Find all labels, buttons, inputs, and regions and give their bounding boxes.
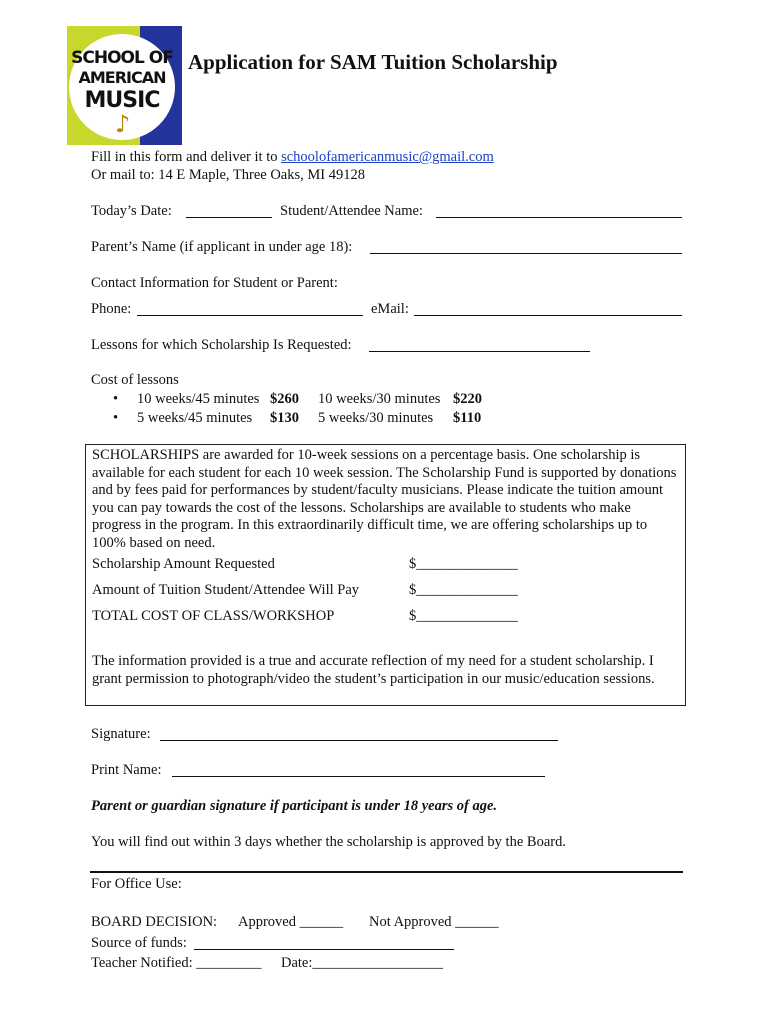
teacher-notified-field[interactable]: Teacher Notified: _________ <box>91 955 262 971</box>
print-name-field[interactable] <box>172 762 545 777</box>
office-use-heading: For Office Use: <box>91 876 182 892</box>
total-cost-field[interactable]: $______________ <box>409 608 518 624</box>
declaration-line-2: grant permission to photograph/video the student’s participation in our music/education sessions. <box>92 671 655 687</box>
scholarship-paragraph: SCHOLARSHIPS are awarded for 10-week sessions on a percentage basis. One scholarship is available for each student for each 10 week session. The Scholarship Fund is supported by donations and by fees paid for performances by student/faculty musicians. Please indicate the tuition amount you can pay towards the cost of the lessons. Scholarships are available to students who make progress in the program. In this extraordinarily difficult time, we are offering scholarships up to 100% based on need. <box>92 447 677 551</box>
school-logo <box>67 26 182 145</box>
student-name-label: Student/Attendee Name: <box>280 203 423 219</box>
tuition-pay-field[interactable]: $______________ <box>409 582 518 598</box>
cost-item-2-right-price: $110 <box>453 410 482 426</box>
lessons-label: Lessons for which Scholarship Is Requested: <box>91 337 352 353</box>
signature-field[interactable] <box>160 726 558 741</box>
cost-item-1-right-price: $220 <box>453 391 482 407</box>
logo-line-1: SCHOOL OF <box>71 48 173 68</box>
mail-address: Or mail to: 14 E Maple, Three Oaks, MI 49128 <box>91 167 365 183</box>
cost-item-2-left-price: $130 <box>270 410 299 426</box>
scholarship-amount-field[interactable]: $______________ <box>409 556 518 572</box>
approval-note: You will find out within 3 days whether the scholarship is approved by the Board. <box>91 834 566 850</box>
parent-name-label: Parent’s Name (if applicant in under age 18): <box>91 239 353 255</box>
lessons-field[interactable] <box>369 337 590 352</box>
not-approved-field[interactable]: Not Approved ______ <box>369 914 499 930</box>
approved-field[interactable]: Approved ______ <box>238 914 344 930</box>
scholarship-info-box <box>85 444 686 706</box>
parent-name-field[interactable] <box>370 239 682 254</box>
cost-item-2-left-label: 5 weeks/45 minutes <box>137 410 253 426</box>
source-of-funds-field[interactable] <box>194 935 454 950</box>
cost-item-2-right-label: 5 weeks/30 minutes <box>318 410 434 426</box>
office-divider <box>90 871 683 873</box>
guardian-note: Parent or guardian signature if participant is under 18 years of age. <box>91 798 498 814</box>
scholarship-amount-label: Scholarship Amount Requested <box>92 556 275 572</box>
student-name-field[interactable] <box>436 203 682 218</box>
email-field[interactable] <box>414 301 682 316</box>
logo-line-3: MUSIC <box>84 88 160 113</box>
signature-label: Signature: <box>91 726 151 742</box>
logo-line-2: AMERICAN <box>78 68 166 87</box>
contact-info-label: Contact Information for Student or Parent: <box>91 275 338 291</box>
phone-label: Phone: <box>91 301 132 317</box>
todays-date-field[interactable] <box>186 203 272 218</box>
cost-heading: Cost of lessons <box>91 372 179 388</box>
print-name-label: Print Name: <box>91 762 162 778</box>
todays-date-label: Today’s Date: <box>91 203 172 219</box>
cost-item-1-right-label: 10 weeks/30 minutes <box>318 391 441 407</box>
source-of-funds-label: Source of funds: <box>91 935 187 951</box>
total-cost-label: TOTAL COST OF CLASS/WORKSHOP <box>92 608 335 624</box>
cost-bullet-1: • <box>113 391 119 407</box>
cost-bullet-2: • <box>113 410 119 426</box>
page-title: Application for SAM Tuition Scholarship <box>188 50 558 74</box>
tuition-pay-label: Amount of Tuition Student/Attendee Will Pay <box>92 582 360 598</box>
deliver-prefix: Fill in this form and deliver it to <box>91 149 282 165</box>
declaration-line-1: The information provided is a true and accurate reflection of my need for a student scholarship. I <box>92 653 654 669</box>
phone-field[interactable] <box>137 301 363 316</box>
cost-item-1-left-price: $260 <box>270 391 299 407</box>
music-note-icon: ♪ <box>115 110 131 138</box>
office-date-field[interactable]: Date:__________________ <box>281 955 443 971</box>
board-decision-label: BOARD DECISION: <box>91 914 218 930</box>
deliver-line <box>91 149 494 166</box>
email-label: eMail: <box>371 301 409 317</box>
cost-item-1-left-label: 10 weeks/45 minutes <box>137 391 260 407</box>
email-link[interactable]: schoolofamericanmusic@gmail.com <box>281 149 494 165</box>
